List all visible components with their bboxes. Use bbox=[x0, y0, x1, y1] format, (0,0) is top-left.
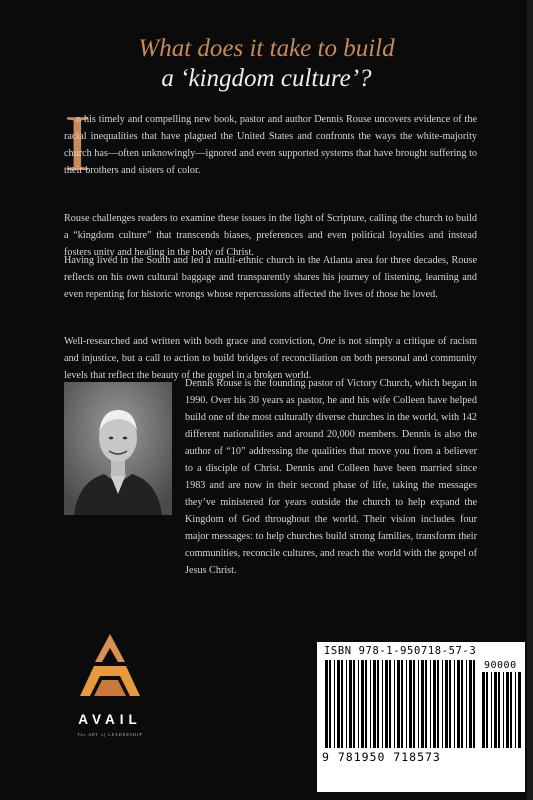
barcode-bar bbox=[353, 660, 355, 748]
barcode-bar bbox=[361, 660, 364, 748]
back-cover-headline bbox=[0, 34, 533, 94]
book-title-inline: One bbox=[318, 336, 336, 347]
barcode-bar bbox=[442, 660, 443, 748]
summary-text-after: is not simply a critique of racism and injustice, but a call to action to build bridges of reconciliation on both personal and community levels that reflect the beauty of the gospel in a broken world. bbox=[64, 336, 478, 381]
barcode-bar bbox=[401, 660, 403, 748]
barcode-bar bbox=[469, 660, 472, 748]
barcode-bar bbox=[506, 672, 509, 748]
paragraph-intro bbox=[64, 111, 477, 179]
barcode-bar bbox=[406, 660, 407, 748]
barcode-bar bbox=[498, 672, 500, 748]
barcode-bar bbox=[421, 660, 424, 748]
barcode-bar bbox=[461, 660, 463, 748]
barcode-bar bbox=[385, 660, 388, 748]
barcode-bar bbox=[325, 660, 328, 748]
barcode-bar bbox=[518, 672, 521, 748]
barcode-bar bbox=[329, 660, 331, 748]
author-photo bbox=[64, 382, 172, 515]
barcode-bar bbox=[409, 660, 412, 748]
summary-text-before: Well-researched and written with both grace and conviction, bbox=[64, 336, 319, 347]
barcode-bar bbox=[373, 660, 376, 748]
barcode-bar bbox=[449, 660, 451, 748]
barcode-bar bbox=[349, 660, 352, 748]
barcode-bar bbox=[418, 660, 419, 748]
barcode-bar bbox=[457, 660, 460, 748]
barcode-bar bbox=[358, 660, 359, 748]
isbn-number: ISBN 978-1-950718-57-3 bbox=[324, 645, 477, 657]
barcode-bar bbox=[466, 660, 467, 748]
barcode-bar bbox=[365, 660, 367, 748]
barcode-bar bbox=[510, 672, 512, 748]
barcode-bar bbox=[334, 660, 335, 748]
barcode-bar bbox=[515, 672, 516, 748]
barcode-bar bbox=[433, 660, 436, 748]
barcode-bar bbox=[413, 660, 415, 748]
avail-mark-icon bbox=[80, 634, 140, 706]
publisher-tagline: The ART of LEADERSHIP bbox=[77, 732, 143, 737]
paragraph-background: Having lived in the South and led a multi-ethnic church in the Atlanta area for three decades, Rouse reflects on his own cultural baggage and transparently shares his journey of listening, learning and even repenting for historic wrongs whose repercussions affected the lives of those he loved. bbox=[64, 255, 477, 300]
barcode-bar bbox=[437, 660, 439, 748]
barcode-bar bbox=[454, 660, 455, 748]
barcode-bar bbox=[377, 660, 379, 748]
barcode-bar bbox=[389, 660, 391, 748]
ean-digits: 9 781950 718573 bbox=[322, 750, 441, 764]
publisher-logo bbox=[60, 634, 160, 711]
barcode-bar bbox=[397, 660, 400, 748]
barcode-bar bbox=[341, 660, 343, 748]
cover-edge bbox=[527, 0, 533, 800]
barcode-bar bbox=[494, 672, 497, 748]
paragraph-intro-text: n his timely and compelling new book, pastor and author Dennis Rouse uncovers evidence of the racial inequalities that have plagued the United States and confronts the ways the white-majority church has—often unknowingly—ignored and even supported systems that have brought suffering to their brothers and sisters of color. bbox=[64, 114, 477, 176]
author-portrait-image bbox=[64, 382, 172, 515]
barcode-bar bbox=[482, 672, 485, 748]
barcode-bar bbox=[382, 660, 383, 748]
barcode-bar bbox=[473, 660, 475, 748]
barcode-bar bbox=[503, 672, 504, 748]
headline-line-2: a ‘kingdom culture’? bbox=[161, 65, 372, 92]
barcode-bar bbox=[425, 660, 427, 748]
barcode-bar bbox=[445, 660, 448, 748]
author-bio: Dennis Rouse is the founding pastor of Victory Church, which began in 1990. Over his 30 years as pastor, he and his wife Colleen have helped build one of the most culturally diverse churches in the world, with 142 different nationalities and around 20,000 members. Dennis is also the author of “10” addressing the qualities that move you from a believer to a disciple of Christ. Dennis and Colleen have been married since 1983 and are now in their second phase of life, taking the messages they’ve ministered for years outside the church to help expand the Kingdom of God throughout the world. Their vision includes four major messages: to help churches build strong families, transform their communities, reconcile cultures, and reach the world with the gospel of Jesus Christ. bbox=[185, 378, 477, 576]
barcode-bar bbox=[394, 660, 395, 748]
drop-cap-letter: I bbox=[64, 100, 91, 188]
barcode-bar bbox=[491, 672, 492, 748]
barcode-bar bbox=[346, 660, 347, 748]
headline-line-1: What does it take to build bbox=[138, 35, 395, 62]
barcode-bar bbox=[370, 660, 371, 748]
publisher-name: AVAIL bbox=[78, 712, 142, 727]
barcode-bar bbox=[337, 660, 340, 748]
price-code: 90000 bbox=[484, 660, 517, 671]
barcode-bar bbox=[486, 672, 488, 748]
barcode-bar bbox=[430, 660, 431, 748]
paragraph-challenge: Rouse challenges readers to examine these issues in the light of Scripture, calling the church to build a “kingdom culture” that transcends biases, preferences and even political loyalties and instead fosters unity and healing in the body of Christ. bbox=[64, 213, 477, 258]
